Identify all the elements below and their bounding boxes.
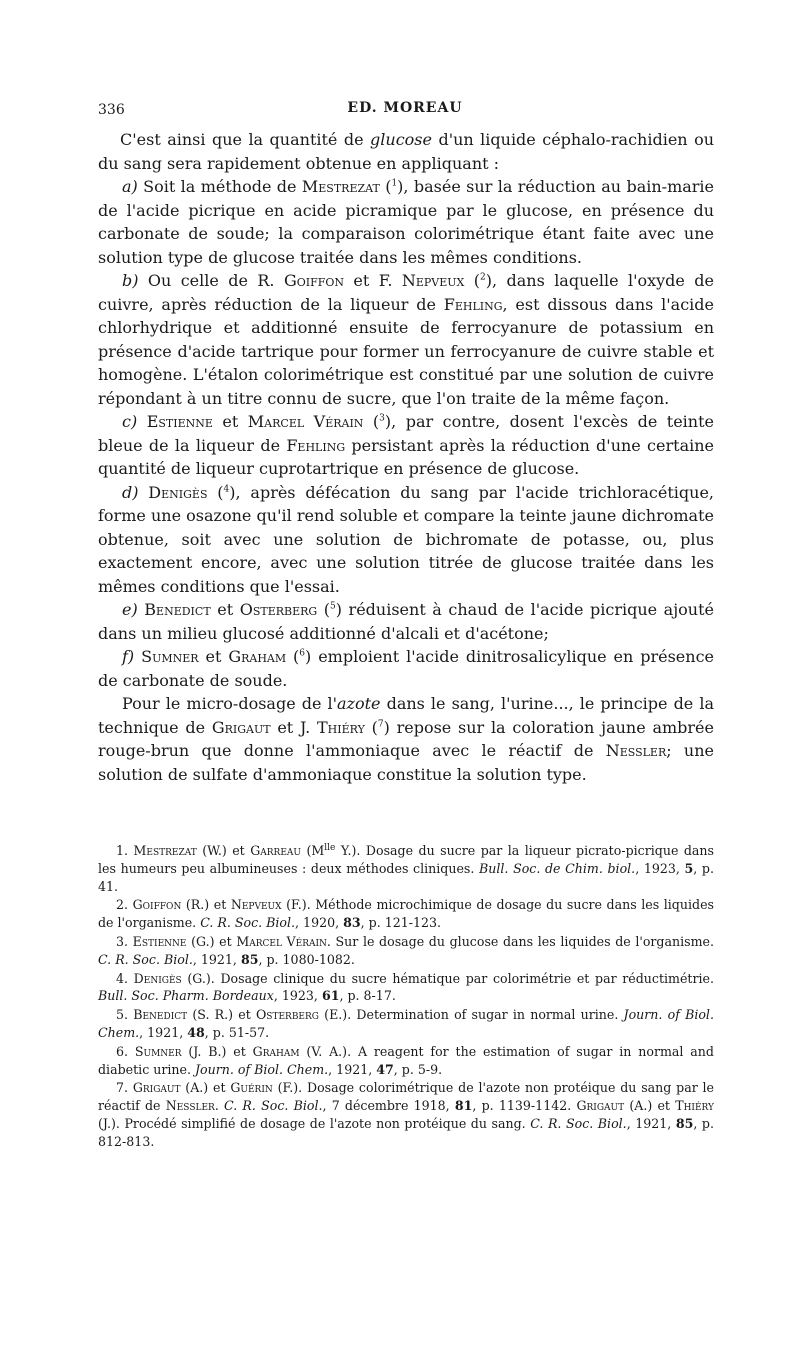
volume: 48 — [187, 1024, 205, 1040]
author-name: Marcel Vérain — [247, 412, 364, 431]
text: Soit la méthode de — [137, 177, 302, 196]
author-name: Denigès — [148, 482, 208, 502]
text: . — [214, 1098, 225, 1114]
author-name: Mestrezat — [133, 843, 197, 858]
author-name: Goiffon — [283, 271, 344, 290]
volume: 61 — [321, 988, 340, 1004]
author-name: Garreau — [250, 843, 301, 858]
author-name: Nessler — [165, 1098, 215, 1114]
author-name: Grigaut — [211, 717, 271, 737]
footnote-3 — [98, 933, 714, 969]
paragraph-method-d: d) Denigès ($^4$), après défécation du sang par l'acide trichloracétique, forme une osazone qu'il rend soluble et compare la teinte jaune dichromate obtenue, soit avec une solution de bichromate de potasse, ou, plus exactement encore, avec une solution titrée de glucose traitée dans les mêmes conditions que l'essai. — [98, 482, 715, 596]
text: et J. — [270, 717, 317, 737]
footnote-ref[interactable]: 4 — [223, 484, 230, 495]
author-name: Mestrezat — [301, 177, 380, 196]
volume: 5 — [684, 860, 694, 876]
text: Ou celle de R. — [138, 271, 284, 290]
author-name: Benedict — [133, 1007, 188, 1023]
text: (G.). Dosage clinique du sucre hématique par colorimétrie et par réductimétrie. — [181, 970, 714, 986]
item-label: c) — [122, 412, 138, 431]
text: d'un liquide céphalo-rachidien ou du sang sera rapidement obtenue en appliquant : — [98, 130, 715, 173]
author-name: Osterberg — [239, 600, 318, 619]
text: , p. 41. — [98, 860, 714, 894]
footnote-number: 7. — [116, 1080, 133, 1096]
text: , p. 8-17. — [339, 988, 396, 1004]
item-label: b) — [122, 271, 139, 290]
running-head — [98, 100, 712, 122]
text: (W.) et — [196, 843, 251, 858]
author-name: Grigaut — [132, 1080, 181, 1096]
text: , 1921, — [328, 1061, 377, 1077]
footnote-ref[interactable]: 5 — [330, 601, 336, 612]
author-name: Goiffon — [132, 897, 182, 913]
text: , 1921, — [139, 1024, 188, 1040]
volume: 85 — [240, 951, 259, 967]
author-name: Graham — [252, 1043, 300, 1059]
author-name: Guérin — [230, 1080, 273, 1096]
text: (R.) et — [181, 897, 231, 913]
footnote-4 — [98, 970, 714, 1006]
text: (S. R.) et — [187, 1007, 256, 1023]
author-name: Benedict — [144, 600, 211, 619]
footnote-ref[interactable]: 3 — [379, 413, 385, 424]
item-label: a) — [122, 177, 138, 196]
author-name: Estienne — [132, 933, 187, 949]
footnote-5 — [98, 1006, 714, 1042]
footnote-1 — [98, 842, 714, 895]
footnote-ref[interactable]: 2 — [480, 272, 486, 283]
text: ; une solution de sulfate d'ammoniaque constitue la solution type. — [98, 741, 714, 784]
text: (F.). Dosage colorimétrique de l'azote non protéique du sang par le réactif de — [98, 1080, 715, 1114]
volume: 83 — [343, 915, 361, 931]
text: (A.) et — [624, 1098, 676, 1114]
footnote-ref[interactable]: 7 — [377, 719, 384, 730]
text: dans laquelle l'oxyde de cuivre, après réduction de la liqueur de — [98, 271, 715, 314]
footnote-number: 4. — [116, 970, 134, 986]
volume: 85 — [675, 1115, 694, 1131]
author-name: Sumner — [134, 1043, 182, 1059]
text: , p. 1139-1142. — [472, 1098, 577, 1114]
journal-title: C. R. Soc. Biol. — [98, 951, 193, 967]
page-number: 336 — [98, 102, 125, 118]
author-name: Thiéry — [675, 1098, 715, 1114]
text: , 1923, — [273, 988, 322, 1004]
text: , 1923, — [635, 860, 685, 876]
item-label: e) — [122, 600, 138, 619]
footnote-6 — [98, 1043, 714, 1079]
journal-title: Journ. of Biol. Chem. — [195, 1061, 329, 1077]
text: Pour le micro-dosage de l' — [122, 694, 338, 713]
paragraph-method-f: f) Sumner et Graham ($^6$) emploient l'acide dinitrosalicylique en présence de carbonate de soude. — [98, 647, 714, 690]
text: par contre, dosent l'excès de teinte bleue de la liqueur de — [98, 412, 715, 455]
text: , 1921, — [626, 1115, 676, 1131]
journal-title: Bull. Soc. Pharm. Bordeaux — [98, 988, 274, 1004]
author-name: Thiéry — [317, 717, 365, 737]
emphasis: azote — [337, 694, 381, 713]
text: , p. 1080-1082. — [258, 951, 355, 967]
text: après défécation du sang par l'acide trichloracétique, forme une osazone qu'il rend soluble et compare la teinte jaune dichromate obtenue, soit avec une solution de bichromate de potasse, ou, plus exactement encore, avec une solution titrée de glucose traitée dans les mêmes conditions que l'essai. — [98, 482, 715, 596]
footnotes — [98, 842, 714, 1152]
item-label: f) — [122, 647, 135, 666]
author-name: Nepveux — [401, 271, 465, 290]
text: (A.) et — [180, 1080, 231, 1096]
footnote-7 — [98, 1079, 714, 1150]
author-name: Sumner — [141, 647, 199, 666]
author-name: Estienne — [146, 412, 213, 431]
text: et — [198, 647, 229, 666]
author-name: Grigaut — [576, 1098, 625, 1114]
text: , p. 121-123. — [360, 915, 442, 931]
paragraph-intro — [98, 128, 714, 175]
text: et — [212, 412, 248, 431]
text: basée sur la réduction au bain-marie de l'acide picrique en acide picramique par le glucose, en présence du carbonate de soude; la comparaison colorimétrique étant faite avec une solution type de glucose traitée dans les mêmes conditions. — [98, 177, 715, 267]
text: , p. 51-57. — [204, 1024, 270, 1040]
text: emploient l'acide dinitrosalicylique en présence de carbonate de soude. — [98, 647, 714, 690]
text: et F. — [344, 271, 402, 290]
text: , 1921, — [192, 951, 241, 967]
text: et — [210, 600, 240, 619]
emphasis: glucose — [370, 130, 432, 149]
text: C'est ainsi que la quantité de — [120, 130, 371, 149]
text: , p. 812-813. — [98, 1115, 714, 1149]
text: (G.) et — [186, 933, 237, 949]
text: (J. B.) et — [181, 1043, 253, 1059]
journal-title: Bull. Soc. de Chim. biol. — [479, 860, 636, 876]
footnote-2 — [98, 896, 714, 932]
superscript: lle — [324, 842, 336, 853]
text: persistant après la réduction d'une certaine quantité de liqueur cuprotartrique en présence de glucose. — [98, 435, 714, 478]
volume: 47 — [376, 1061, 394, 1077]
footnote-number: 3. — [116, 933, 133, 949]
paragraph-method-c: c) Estienne et Marcel Vérain ($^3$), par contre, dosent l'excès de teinte bleue de la liqueur de Fehling persistant après la réduction d'une certaine quantité de liqueur cuprotartrique en présence de glucose. — [98, 412, 715, 478]
text: , est dissous dans l'acide chlorhydrique et additionné ensuite de ferrocyanure de potassium en présence d'acide tartrique pour former un ferrocyanure de cuivre stable et homogène. L'étalon colorimétrique est constitué par une solution de cuivre répondant à un titre connu de sucre, que l'on traite de la même façon. — [98, 294, 714, 408]
text: (E.). Determination of sugar in normal urine. — [318, 1007, 624, 1023]
running-head-author: ED. MOREAU — [347, 100, 463, 116]
journal-title: C. R. Soc. Biol. — [530, 1115, 627, 1131]
footnote-number: 6. — [116, 1043, 135, 1059]
author-name: Denigès — [133, 970, 182, 986]
text: (M — [300, 843, 325, 858]
footnote-ref[interactable]: 6 — [299, 648, 306, 659]
text: réduisent à chaud de l'acide picrique ajouté dans un milieu glucosé additionné d'alcali et d'acétone; — [98, 600, 715, 643]
item-label: d) — [122, 482, 139, 502]
author-name: Nepveux — [230, 897, 282, 913]
text: (J.). Procédé simplifié de dosage de l'azote non protéique du sang. — [98, 1115, 531, 1131]
paragraph-method-b: b) Ou celle de R. Goiffon et F. Nepveux ($^2$), dans laquelle l'oxyde de cuivre, après réduction de la liqueur de Fehling, est dissous dans l'acide chlorhydrique et additionné ensuite de ferrocyanure de potassium en présence d'acide tartrique pour former un ferrocyanure de cuivre stable et homogène. L'étalon colorimétrique est constitué par une solution de cuivre répondant à un titre connu de sucre, que l'on traite de la même façon. — [98, 271, 715, 408]
author-name: Fehling — [443, 294, 503, 314]
body-text — [98, 128, 714, 786]
paragraph-method-e: e) Benedict et Osterberg ($^5$) réduisent à chaud de l'acide picrique ajouté dans un milieu glucosé additionné d'alcali et d'acétone; — [98, 600, 715, 643]
journal-title: C. R. Soc. Biol. — [200, 915, 296, 931]
journal-title: C. R. Soc. Biol. — [224, 1098, 323, 1114]
journal-title: Journ. of Biol. Chem. — [98, 1007, 714, 1040]
author-name: Graham — [228, 647, 287, 666]
author-name: Nessler — [605, 741, 667, 760]
text: dans le sang, l'urine..., le principe de la technique de — [98, 694, 714, 737]
text: , p. 5-9. — [393, 1061, 443, 1077]
text: , 1920, — [295, 915, 344, 931]
text: . Sur le dosage du glucose dans les liquides de l'organisme. — [326, 933, 714, 949]
footnote-number: 1. — [116, 843, 134, 858]
text: , 7 décembre 1918, — [322, 1098, 455, 1114]
footnote-number: 2. — [116, 897, 133, 913]
paragraph-azote: Pour le micro-dosage de l'azote dans le sang, l'urine..., le principe de la technique de Grigaut et J. Thiéry ($^7$) repose sur la coloration jaune ambrée rouge-brun que donne l'ammoniaque avec le réactif de Nessler; une solution de sulfate d'ammoniaque constitue la solution type. — [98, 694, 714, 784]
author-name: Osterberg — [255, 1007, 319, 1023]
footnote-ref[interactable]: 1 — [391, 178, 398, 189]
text: repose sur la coloration jaune ambrée rouge-brun que donne l'ammoniaque avec le réactif de — [98, 717, 714, 760]
author-name: Fehling — [286, 435, 346, 455]
text: Y.). Dosage du sucre par la liqueur picrato-picrique dans les humeurs peu albumineuses : deux méthodes cliniques. — [98, 843, 715, 876]
paragraph-method-a: a) Soit la méthode de Mestrezat ($^1$), basée sur la réduction au bain-marie de l'acide picrique en acide picramique par le glucose, en présence du carbonate de soude; la comparaison colorimétrique étant faite avec une solution type de glucose traitée dans les mêmes conditions. — [98, 177, 715, 267]
volume: 81 — [454, 1098, 473, 1114]
footnote-number: 5. — [116, 1007, 134, 1023]
text: (F.). Méthode microchimique de dosage du sucre dans les liquides de l'organisme. — [98, 897, 714, 931]
author-name: Marcel Vérain — [236, 933, 327, 949]
text: (V. A.). A reagent for the estimation of sugar in normal and diabetic urine. — [98, 1043, 714, 1077]
